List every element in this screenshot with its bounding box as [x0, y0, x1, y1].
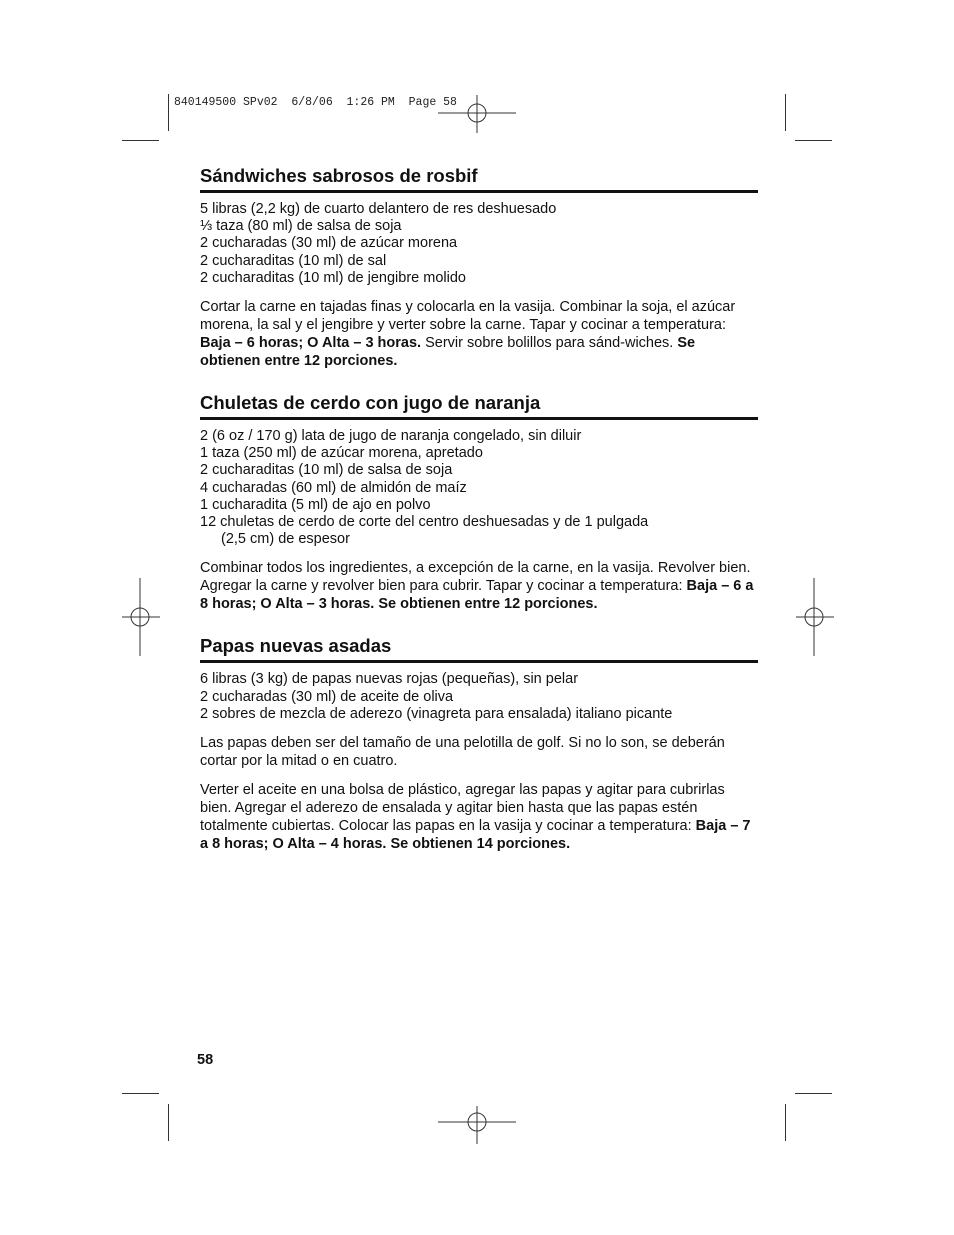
instructions-paragraph [200, 559, 758, 613]
ingredient-item: 2 cucharadas (30 ml) de azúcar morena [200, 235, 458, 252]
recipe-chuletas [200, 392, 758, 613]
instructions-text: Servir sobre bolillos para sánd-wiches. [421, 335, 678, 352]
crop-mark [168, 94, 169, 131]
recipe-papas [200, 635, 758, 853]
ingredient-item [200, 514, 758, 548]
instructions-paragraph [200, 734, 758, 770]
recipe-content [200, 165, 758, 875]
ingredient-item: 2 cucharaditas (10 ml) de jengibre molido [200, 269, 466, 286]
crop-mark [168, 1104, 169, 1141]
recipe-title: Sándwiches sabrosos de rosbif [200, 165, 758, 193]
ingredient-item: 1 taza (250 ml) de azúcar morena, apretado [200, 445, 483, 462]
ingredient-continuation: (2,5 cm) de espesor [221, 531, 350, 548]
crop-mark [122, 140, 159, 141]
recipe-title: Chuletas de cerdo con jugo de naranja [200, 392, 758, 420]
ingredient-item: 4 cucharadas (60 ml) de almidón de maíz [200, 479, 467, 496]
ingredient-item: 6 libras (3 kg) de papas nuevas rojas (pequeñas), sin pelar [200, 671, 579, 688]
ingredient-item: 1 cucharadita (5 ml) de ajo en polvo [200, 496, 431, 513]
ingredient-list [200, 201, 758, 287]
registration-mark-bottom [438, 1104, 516, 1144]
registration-mark-top [438, 95, 516, 135]
crop-mark [785, 1104, 786, 1141]
instructions-text: Verter el aceite en una bolsa de plástico, agregar las papas y agitar para cubrirlas bien. Agregar el aderezo de ensalada y agitar bien hasta que las papas estén totalmente cubiertas. Colocar las papas en la vasija y cocinar a temperatura: [200, 782, 725, 835]
ingredient-text: 12 chuletas de cerdo de corte del centro deshuesadas y de 1 pulgada [200, 514, 649, 531]
instructions-paragraph [200, 781, 758, 853]
instructions-paragraph [200, 298, 758, 370]
ingredient-item: 2 (6 oz / 170 g) lata de jugo de naranja congelado, sin diluir [200, 428, 582, 445]
instructions-text: Cortar la carne en tajadas finas y colocarla en la vasija. Combinar la soja, el azúcar morena, la sal y el jengibre y verter sobre la carne. Tapar y cocinar a temperatura: [200, 299, 736, 334]
printer-slug: 840149500 SPv02 6/8/06 1:26 PM Page 58 [174, 96, 457, 109]
ingredient-item: ⅓ taza (80 ml) de salsa de soja [200, 218, 402, 235]
cooking-time: Baja – 6 a 8 horas; O Alta – 3 horas. Se obtienen entre 12 porciones. [200, 578, 754, 613]
recipe-rosbif [200, 165, 758, 370]
ingredient-item: 2 cucharaditas (10 ml) de salsa de soja [200, 462, 453, 479]
ingredient-item: 2 sobres de mezcla de aderezo (vinagreta para ensalada) italiano picante [200, 705, 673, 722]
ingredient-list [200, 671, 758, 723]
ingredient-item: 5 libras (2,2 kg) de cuarto delantero de res deshuesado [200, 201, 557, 217]
crop-mark [795, 1093, 832, 1094]
cooking-time: Baja – 7 a 8 horas; O Alta – 4 horas. Se obtienen 14 porciones. [200, 818, 751, 853]
servings: Se obtienen entre 12 porciones. [200, 335, 696, 370]
registration-mark-right [796, 578, 836, 656]
crop-mark [785, 94, 786, 131]
cooking-time: Baja – 6 horas; O Alta – 3 horas. [200, 335, 422, 352]
instructions-text: Combinar todos los ingredientes, a excepción de la carne, en la vasija. Revolver bien. Agregar la carne y revolver bien para cubrir. Tapar y cocinar a temperatura: [200, 560, 751, 595]
crop-mark [122, 1093, 159, 1094]
ingredient-item: 2 cucharadas (30 ml) de aceite de oliva [200, 688, 454, 705]
page-number: 58 [197, 1052, 214, 1068]
crop-mark [795, 140, 832, 141]
recipe-title: Papas nuevas asadas [200, 635, 758, 663]
registration-mark-left [122, 578, 162, 656]
ingredient-item: 2 cucharaditas (10 ml) de sal [200, 252, 387, 269]
ingredient-list [200, 428, 758, 548]
instructions-text: Las papas deben ser del tamaño de una pelotilla de golf. Si no lo son, se deberán cortar por la mitad o en cuatro. [200, 735, 725, 770]
